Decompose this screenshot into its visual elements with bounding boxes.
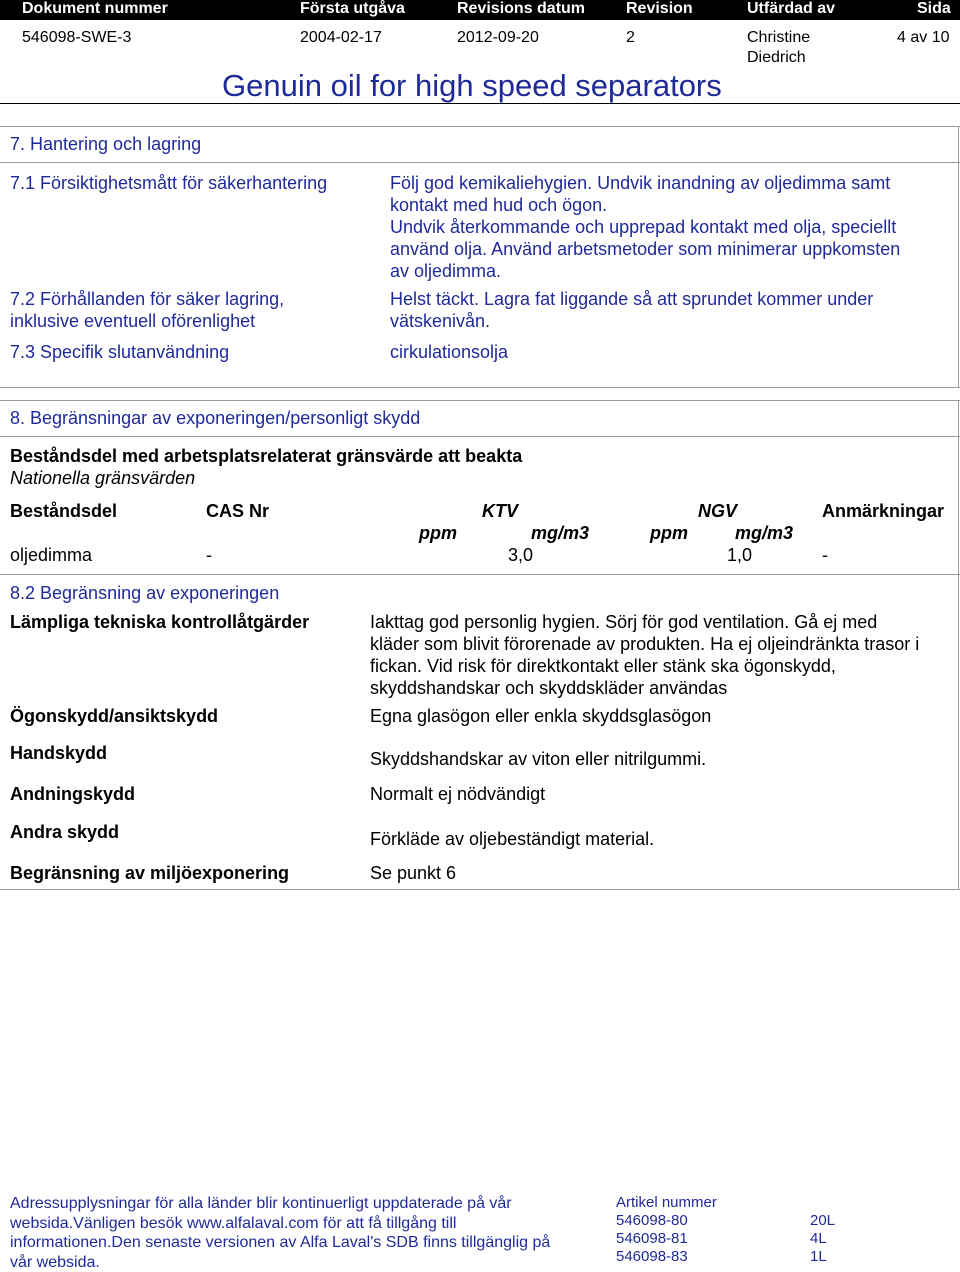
section82-heading: 8.2 Begränsning av exponeringen bbox=[10, 582, 279, 604]
article-number: 546098-80 bbox=[616, 1212, 688, 1230]
table-header-component: Beståndsdel bbox=[10, 500, 117, 522]
header-label-first-edition: Första utgåva bbox=[300, 0, 405, 18]
footer-article-label: Artikel nummer bbox=[616, 1194, 717, 1212]
footer-article-numbers bbox=[616, 1212, 688, 1266]
article-number: 546098-83 bbox=[616, 1248, 688, 1266]
footer-info bbox=[10, 1194, 550, 1272]
header-label-doc-number: Dokument nummer bbox=[22, 0, 168, 18]
section7-bottom-rule bbox=[0, 387, 960, 388]
header-doc-number: 546098-SWE-3 bbox=[22, 29, 131, 47]
table-header-ngv: NGV bbox=[698, 500, 737, 522]
header-first-edition: 2004-02-17 bbox=[300, 29, 382, 47]
eye-protection-text: Egna glasögon eller enkla skyddsglasögon bbox=[370, 705, 711, 727]
header-issued-by-last: Diedrich bbox=[747, 49, 806, 67]
table-header-cas: CAS Nr bbox=[206, 500, 269, 522]
control-measures-line: Iakttag god personlig hygien. Sörj för god ventilation. Gå ej med bbox=[370, 611, 919, 633]
section7-1-line: av oljedimma. bbox=[390, 260, 900, 282]
section7-2-label-line: inklusive eventuell oförenlighet bbox=[10, 310, 284, 332]
title-divider bbox=[0, 103, 960, 104]
section7-2-line: Helst täckt. Lagra fat liggande så att sprundet kommer under bbox=[390, 288, 873, 310]
table-subheader-ngv-ppm: ppm bbox=[650, 522, 688, 544]
section7-top-rule bbox=[0, 126, 960, 127]
hand-protection-label: Handskydd bbox=[10, 742, 107, 764]
footer-article-sizes bbox=[810, 1212, 835, 1266]
article-size: 1L bbox=[810, 1248, 835, 1266]
section7-2-text bbox=[390, 288, 873, 332]
footer-info-line: informationen.Den senaste versionen av Alfa Laval's SDB finns tillgänglig på bbox=[10, 1233, 550, 1253]
section8-bottom-rule bbox=[0, 889, 960, 890]
section7-heading: 7. Hantering och lagring bbox=[10, 133, 201, 155]
section7-3-text: cirkulationsolja bbox=[390, 341, 508, 363]
section8-top-rule bbox=[0, 400, 960, 401]
section82-top-rule bbox=[0, 574, 960, 575]
table-cell-ktv-mg: 3,0 bbox=[508, 544, 533, 566]
footer-info-line: vår websida. bbox=[10, 1253, 550, 1272]
control-measures-line: skyddshandskar och skyddskläder användas bbox=[370, 677, 919, 699]
section7-1-line: använd olja. Använd arbetsmetoder som minimerar uppkomsten bbox=[390, 238, 900, 260]
document-title: Genuin oil for high speed separators bbox=[222, 68, 722, 104]
table-cell-ngv-mg: 1,0 bbox=[727, 544, 752, 566]
section8-heading-rule bbox=[0, 436, 960, 437]
header-label-issued-by: Utfärdad av bbox=[747, 0, 835, 18]
respiratory-protection-label: Andningskydd bbox=[10, 783, 135, 805]
section7-2-line: vätskenivån. bbox=[390, 310, 873, 332]
table-subheader-ngv-mg: mg/m3 bbox=[735, 522, 793, 544]
section7-1-label: 7.1 Försiktighetsmått för säkerhantering bbox=[10, 172, 327, 194]
table-header-remarks: Anmärkningar bbox=[822, 500, 944, 522]
section7-1-line: Följ god kemikaliehygien. Undvik inandning av oljedimma samt bbox=[390, 172, 900, 194]
header-revision-date: 2012-09-20 bbox=[457, 29, 539, 47]
header-issued-by-first: Christine bbox=[747, 29, 810, 47]
environmental-exposure-text: Se punkt 6 bbox=[370, 862, 456, 884]
eye-protection-label: Ögonskydd/ansiktskydd bbox=[10, 705, 218, 727]
hand-protection-text: Skyddshandskar av viton eller nitrilgummi. bbox=[370, 748, 706, 770]
section7-right-rule bbox=[958, 126, 959, 388]
header-label-revision-date: Revisions datum bbox=[457, 0, 585, 18]
section8-national-limits: Nationella gränsvärden bbox=[10, 467, 195, 489]
footer-info-line: websida.Vänligen besök www.alfalaval.com för att få tillgång till bbox=[10, 1214, 550, 1234]
control-measures-line: kläder som blivit förorenade av produkten. Ha ej oljeindränkta trasor i bbox=[370, 633, 919, 655]
respiratory-protection-text: Normalt ej nödvändigt bbox=[370, 783, 545, 805]
header-label-revision: Revision bbox=[626, 0, 693, 18]
control-measures-text bbox=[370, 611, 919, 699]
article-number: 546098-81 bbox=[616, 1230, 688, 1248]
control-measures-line: fickan. Vid risk för direktkontakt eller stänk ska ögonskydd, bbox=[370, 655, 919, 677]
section8-subheading: Beståndsdel med arbetsplatsrelaterat gränsvärde att beakta bbox=[10, 445, 522, 467]
table-cell-cas: - bbox=[206, 544, 212, 566]
other-protection-text: Förkläde av oljebeständigt material. bbox=[370, 828, 654, 850]
table-subheader-ktv-ppm: ppm bbox=[419, 522, 457, 544]
table-cell-component: oljedimma bbox=[10, 544, 92, 566]
header-revision: 2 bbox=[626, 29, 635, 47]
section8-heading: 8. Begränsningar av exponeringen/personligt skydd bbox=[10, 407, 420, 429]
section7-2-label bbox=[10, 288, 284, 332]
environmental-exposure-label: Begränsning av miljöexponering bbox=[10, 862, 289, 884]
control-measures-label: Lämpliga tekniska kontrollåtgärder bbox=[10, 611, 309, 633]
table-header-ktv: KTV bbox=[482, 500, 518, 522]
section8-right-rule bbox=[958, 400, 959, 890]
footer-info-line: Adressupplysningar för alla länder blir kontinuerligt uppdaterade på vår bbox=[10, 1194, 550, 1214]
section7-1-line: kontakt med hud och ögon. bbox=[390, 194, 900, 216]
table-cell-remarks: - bbox=[822, 544, 828, 566]
other-protection-label: Andra skydd bbox=[10, 821, 119, 843]
table-subheader-ktv-mg: mg/m3 bbox=[531, 522, 589, 544]
section7-2-label-line: 7.2 Förhållanden för säker lagring, bbox=[10, 288, 284, 310]
section7-3-label: 7.3 Specifik slutanvändning bbox=[10, 341, 229, 363]
section7-1-line: Undvik återkommande och upprepad kontakt med olja, speciellt bbox=[390, 216, 900, 238]
section7-1-text bbox=[390, 172, 900, 282]
section7-heading-rule bbox=[0, 162, 960, 163]
header-label-page: Sida bbox=[917, 0, 951, 18]
header-page: 4 av 10 bbox=[897, 29, 949, 47]
article-size: 4L bbox=[810, 1230, 835, 1248]
article-size: 20L bbox=[810, 1212, 835, 1230]
